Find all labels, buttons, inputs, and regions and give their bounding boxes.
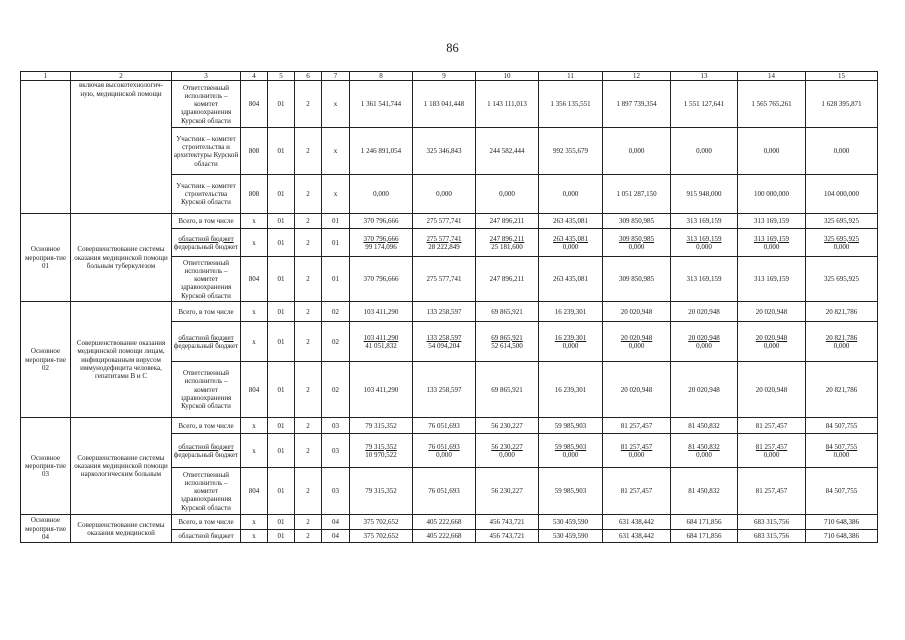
- code-cell-c7: 01: [322, 214, 350, 229]
- amount-cell: 684 171,856: [671, 530, 738, 543]
- amount-cell: 370 796,666: [350, 257, 413, 302]
- amount-cell: 263 435,081: [539, 257, 603, 302]
- table-row: [21, 302, 878, 322]
- amount-cell: [738, 434, 806, 468]
- code-cell-c6: 2: [295, 322, 322, 362]
- table-row: [21, 214, 878, 229]
- amount-cell: [603, 434, 671, 468]
- amount-cell: 1 183 041,448: [413, 81, 476, 128]
- federal-amount: 0,000: [436, 450, 452, 459]
- amount-cell: 375 702,652: [350, 530, 413, 543]
- federal-amount: 0,000: [499, 450, 515, 459]
- column-number: 10: [476, 72, 539, 81]
- amount-cell: 247 896,211: [476, 257, 539, 302]
- amount-cell: [539, 229, 603, 257]
- amount-cell: [806, 434, 878, 468]
- column-number: 5: [268, 72, 295, 81]
- regional-amount: 133 258,597: [426, 333, 462, 342]
- code-cell-c7: х: [322, 128, 350, 175]
- column-number: 14: [738, 72, 806, 81]
- column-number: 9: [413, 72, 476, 81]
- source-cell: Участник – комитет строительства Курской области: [172, 175, 241, 214]
- amount-cell: 20 020,948: [603, 362, 671, 418]
- table-row: [21, 515, 878, 530]
- amount-cell: 915 948,000: [671, 175, 738, 214]
- regional-amount: 263 435,081: [553, 234, 588, 243]
- source-cell: Всего, в том числе: [172, 515, 241, 530]
- amount-cell: 0,000: [603, 128, 671, 175]
- amount-cell: 1 897 739,354: [603, 81, 671, 128]
- column-number: 2: [71, 72, 172, 81]
- source-cell: [172, 229, 241, 257]
- amount-cell: 16 239,301: [539, 362, 603, 418]
- amount-cell: 59 985,903: [539, 418, 603, 434]
- regional-amount: 275 577,741: [426, 234, 462, 243]
- source-cell: Ответственный исполнитель – комитет здравоохранения Курской области: [172, 81, 241, 128]
- code-cell-c4: х: [241, 322, 268, 362]
- code-cell-c5: 01: [268, 530, 295, 543]
- regional-amount: 56 230,227: [491, 442, 523, 451]
- code-cell-c6: 2: [295, 434, 322, 468]
- amount-cell: [539, 322, 603, 362]
- code-cell-c5: 01: [268, 302, 295, 322]
- federal-budget-label: федеральный бюджет: [173, 450, 239, 459]
- federal-amount: 0,000: [696, 450, 712, 459]
- code-cell-c7: 04: [322, 515, 350, 530]
- amount-cell: [413, 322, 476, 362]
- amount-cell: 325 695,925: [806, 257, 878, 302]
- amount-cell: 247 896,211: [476, 214, 539, 229]
- table-row: [21, 418, 878, 434]
- regional-amount: 81 450,832: [688, 442, 720, 451]
- amount-cell: 103 411,290: [350, 302, 413, 322]
- amount-cell: [539, 434, 603, 468]
- measure-cell: Основное мероприя-тие 04: [21, 515, 71, 543]
- amount-cell: 1 551 127,641: [671, 81, 738, 128]
- amount-cell: 16 239,301: [539, 302, 603, 322]
- code-cell-c7: х: [322, 175, 350, 214]
- federal-amount: 41 051,832: [365, 341, 397, 350]
- regional-amount: 16 239,301: [554, 333, 587, 342]
- amount-cell: 309 850,985: [603, 214, 671, 229]
- column-number: 7: [322, 72, 350, 81]
- regional-amount: 20 020,948: [620, 333, 653, 342]
- code-cell-c4: 804: [241, 362, 268, 418]
- amount-cell: 684 171,856: [671, 515, 738, 530]
- amount-cell: 530 459,590: [539, 515, 603, 530]
- amount-cell: 313 169,159: [738, 214, 806, 229]
- amount-cell: 456 743,721: [476, 530, 539, 543]
- amount-cell: 1 361 541,744: [350, 81, 413, 128]
- amount-cell: [350, 434, 413, 468]
- amount-cell: 20 020,948: [603, 302, 671, 322]
- source-cell: [172, 434, 241, 468]
- column-number: 13: [671, 72, 738, 81]
- amount-cell: [603, 229, 671, 257]
- amount-cell: 59 985,903: [539, 468, 603, 515]
- regional-budget-label: областной бюджет: [178, 442, 234, 451]
- code-cell-c7: 02: [322, 302, 350, 322]
- amount-cell: [476, 229, 539, 257]
- amount-cell: 992 355,679: [539, 128, 603, 175]
- federal-amount: 0,000: [628, 242, 645, 251]
- amount-cell: 313 169,159: [671, 257, 738, 302]
- amount-cell: 375 702,652: [350, 515, 413, 530]
- amount-cell: 0,000: [738, 128, 806, 175]
- code-cell-c4: 808: [241, 175, 268, 214]
- source-cell: областной бюджет: [172, 530, 241, 543]
- code-cell-c7: 04: [322, 530, 350, 543]
- regional-amount: 325 695,925: [824, 234, 859, 243]
- federal-amount: 0,000: [562, 242, 579, 251]
- column-number: 6: [295, 72, 322, 81]
- amount-cell: 84 507,755: [806, 418, 878, 434]
- amount-cell: 81 450,832: [671, 468, 738, 515]
- code-cell-c7: 02: [322, 362, 350, 418]
- code-cell-c7: 03: [322, 468, 350, 515]
- amount-cell: 76 051,693: [413, 418, 476, 434]
- amount-cell: 631 438,442: [603, 530, 671, 543]
- amount-cell: 1 356 135,551: [539, 81, 603, 128]
- amount-cell: 56 230,227: [476, 418, 539, 434]
- amount-cell: 20 821,786: [806, 362, 878, 418]
- federal-amount: 25 181,600: [491, 242, 523, 251]
- code-cell-c7: 03: [322, 434, 350, 468]
- federal-amount: 0,000: [628, 341, 645, 350]
- code-cell-c5: 01: [268, 434, 295, 468]
- amount-cell: 20 020,948: [738, 362, 806, 418]
- amount-cell: 81 257,457: [738, 418, 806, 434]
- amount-cell: 244 582,444: [476, 128, 539, 175]
- source-cell: Ответственный исполнитель – комитет здравоохранения Курской области: [172, 468, 241, 515]
- code-cell-c6: 2: [295, 257, 322, 302]
- measure-cell: Основное мероприя-тие 02: [21, 302, 71, 418]
- regional-amount: 103 411,290: [363, 333, 399, 342]
- code-cell-c5: 01: [268, 175, 295, 214]
- source-cell: Ответственный исполнитель – комитет здравоохранения Курской области: [172, 257, 241, 302]
- page-number: 86: [446, 41, 459, 55]
- code-cell-c6: 2: [295, 362, 322, 418]
- federal-amount: 0,000: [763, 341, 780, 350]
- column-number: 4: [241, 72, 268, 81]
- amount-cell: 0,000: [413, 175, 476, 214]
- amount-cell: 370 796,666: [350, 214, 413, 229]
- amount-cell: 275 577,741: [413, 214, 476, 229]
- federal-amount: 0,000: [833, 242, 850, 251]
- measure-cell: Основное мероприя-тие 03: [21, 418, 71, 515]
- column-number: 12: [603, 72, 671, 81]
- code-cell-c5: 01: [268, 128, 295, 175]
- measure-name-cell: включая высокотехнологич-ную, медицинской помощи: [71, 81, 172, 214]
- amount-cell: 1 565 765,261: [738, 81, 806, 128]
- column-number: 3: [172, 72, 241, 81]
- regional-amount: 81 257,457: [755, 442, 788, 451]
- measure-name-cell: Совершенствование системы оказания медицинской: [71, 515, 172, 543]
- amount-cell: [671, 322, 738, 362]
- code-cell-c6: 2: [295, 128, 322, 175]
- code-cell-c6: 2: [295, 175, 322, 214]
- amount-cell: [603, 322, 671, 362]
- regional-budget-label: областной бюджет: [178, 234, 234, 243]
- amount-cell: 0,000: [476, 175, 539, 214]
- regional-amount: 247 896,211: [489, 234, 525, 243]
- amount-cell: [738, 322, 806, 362]
- federal-budget-label: федеральный бюджет: [173, 341, 239, 350]
- federal-amount: 0,000: [763, 450, 780, 459]
- code-cell-c7: 01: [322, 229, 350, 257]
- amount-cell: [806, 322, 878, 362]
- amount-cell: 0,000: [350, 175, 413, 214]
- amount-cell: 710 648,386: [806, 515, 878, 530]
- federal-amount: 28 222,849: [428, 242, 460, 251]
- code-cell-c4: х: [241, 214, 268, 229]
- code-cell-c6: 2: [295, 468, 322, 515]
- column-number: 11: [539, 72, 603, 81]
- amount-cell: 69 865,921: [476, 302, 539, 322]
- amount-cell: 263 435,081: [539, 214, 603, 229]
- federal-amount: 99 174,096: [365, 242, 397, 251]
- code-cell-c7: 03: [322, 418, 350, 434]
- amount-cell: 683 315,756: [738, 515, 806, 530]
- federal-amount: 0,000: [562, 341, 579, 350]
- code-cell-c4: х: [241, 229, 268, 257]
- source-cell: Всего, в том числе: [172, 418, 241, 434]
- regional-amount: 84 507,755: [825, 442, 858, 451]
- regional-amount: 313 169,159: [686, 234, 722, 243]
- amount-cell: 0,000: [806, 128, 878, 175]
- code-cell-c4: 808: [241, 128, 268, 175]
- amount-cell: 1 628 395,871: [806, 81, 878, 128]
- federal-amount: 0,000: [562, 450, 579, 459]
- amount-cell: 456 743,721: [476, 515, 539, 530]
- amount-cell: [738, 229, 806, 257]
- amount-cell: 325 346,843: [413, 128, 476, 175]
- code-cell-c6: 2: [295, 515, 322, 530]
- measure-cell: Основное мероприя-тие 01: [21, 214, 71, 302]
- amount-cell: 405 222,668: [413, 515, 476, 530]
- amount-cell: [413, 229, 476, 257]
- amount-cell: 69 865,921: [476, 362, 539, 418]
- federal-amount: 0,000: [696, 341, 712, 350]
- amount-cell: [671, 229, 738, 257]
- amount-cell: [350, 229, 413, 257]
- amount-cell: 309 850,985: [603, 257, 671, 302]
- code-cell-c7: х: [322, 81, 350, 128]
- amount-cell: 133 258,597: [413, 362, 476, 418]
- amount-cell: 405 222,668: [413, 530, 476, 543]
- table-row: [21, 81, 878, 128]
- budget-table: [20, 71, 878, 543]
- regional-amount: 313 169,159: [754, 234, 789, 243]
- code-cell-c7: 01: [322, 257, 350, 302]
- measure-name-cell: Совершенствование оказания медицинской помощи лицам, инфицированным вирусом иммунодефицита человека, гепатитами В и С: [71, 302, 172, 418]
- code-cell-c4: х: [241, 530, 268, 543]
- code-cell-c5: 01: [268, 81, 295, 128]
- code-cell-c5: 01: [268, 214, 295, 229]
- federal-amount: 10 970,522: [365, 450, 397, 459]
- amount-cell: 1 143 111,013: [476, 81, 539, 128]
- amount-cell: 104 000,000: [806, 175, 878, 214]
- amount-cell: 530 459,590: [539, 530, 603, 543]
- amount-cell: 81 257,457: [603, 418, 671, 434]
- amount-cell: 20 020,948: [738, 302, 806, 322]
- code-cell-c5: 01: [268, 418, 295, 434]
- regional-amount: 69 865,921: [491, 333, 523, 342]
- amount-cell: 100 000,000: [738, 175, 806, 214]
- code-cell-c5: 01: [268, 322, 295, 362]
- amount-cell: 313 169,159: [671, 214, 738, 229]
- amount-cell: 1 051 287,150: [603, 175, 671, 214]
- federal-amount: 0,000: [696, 242, 712, 251]
- amount-cell: 20 020,948: [671, 302, 738, 322]
- source-cell: [172, 322, 241, 362]
- regional-amount: 79 315,352: [365, 442, 397, 451]
- amount-cell: 81 257,457: [603, 468, 671, 515]
- amount-cell: 710 648,386: [806, 530, 878, 543]
- code-cell-c6: 2: [295, 302, 322, 322]
- amount-cell: 683 315,756: [738, 530, 806, 543]
- source-cell: Всего, в том числе: [172, 214, 241, 229]
- measure-name-cell: Совершенствование системы оказания медицинской помощи больным туберкулезом: [71, 214, 172, 302]
- code-cell-c6: 2: [295, 418, 322, 434]
- federal-amount: 0,000: [833, 450, 850, 459]
- regional-amount: 76 051,693: [428, 442, 460, 451]
- amount-cell: 275 577,741: [413, 257, 476, 302]
- amount-cell: 79 315,352: [350, 418, 413, 434]
- regional-amount: 20 020,948: [688, 333, 720, 342]
- code-cell-c4: х: [241, 418, 268, 434]
- amount-cell: [350, 322, 413, 362]
- amount-cell: 20 020,948: [671, 362, 738, 418]
- code-cell-c5: 01: [268, 229, 295, 257]
- code-cell-c5: 01: [268, 468, 295, 515]
- amount-cell: 81 257,457: [738, 468, 806, 515]
- amount-cell: 20 821,786: [806, 302, 878, 322]
- amount-cell: 103 411,290: [350, 362, 413, 418]
- amount-cell: 56 230,227: [476, 468, 539, 515]
- amount-cell: 325 695,925: [806, 214, 878, 229]
- amount-cell: 631 438,442: [603, 515, 671, 530]
- regional-amount: 309 850,985: [619, 234, 654, 243]
- code-cell-c6: 2: [295, 214, 322, 229]
- amount-cell: 0,000: [671, 128, 738, 175]
- amount-cell: [476, 322, 539, 362]
- regional-amount: 370 796,666: [363, 234, 399, 243]
- source-cell: Всего, в том числе: [172, 302, 241, 322]
- code-cell-c5: 01: [268, 515, 295, 530]
- amount-cell: [806, 229, 878, 257]
- code-cell-c4: х: [241, 434, 268, 468]
- code-cell-c7: 02: [322, 322, 350, 362]
- column-number: 8: [350, 72, 413, 81]
- source-cell: Участник – комитет строительства и архитектуры Курской области: [172, 128, 241, 175]
- amount-cell: [671, 434, 738, 468]
- regional-amount: 20 821,786: [825, 333, 858, 342]
- federal-amount: 0,000: [833, 341, 850, 350]
- amount-cell: 0,000: [539, 175, 603, 214]
- amount-cell: 76 051,693: [413, 468, 476, 515]
- column-number: 15: [806, 72, 878, 81]
- amount-cell: 313 169,159: [738, 257, 806, 302]
- code-cell-c4: х: [241, 302, 268, 322]
- code-cell-c4: 804: [241, 257, 268, 302]
- code-cell-c5: 01: [268, 257, 295, 302]
- code-cell-c4: 804: [241, 468, 268, 515]
- regional-amount: 20 020,948: [755, 333, 788, 342]
- regional-budget-label: областной бюджет: [178, 333, 234, 342]
- regional-amount: 59 985,903: [554, 442, 587, 451]
- federal-amount: 54 094,204: [428, 341, 460, 350]
- federal-amount: 52 614,500: [491, 341, 523, 350]
- amount-cell: 81 450,832: [671, 418, 738, 434]
- column-number-row: [21, 72, 878, 81]
- regional-amount: 81 257,457: [620, 442, 653, 451]
- amount-cell: 84 507,755: [806, 468, 878, 515]
- amount-cell: [413, 434, 476, 468]
- measure-name-cell: Совершенствование системы оказания медицинской помощи наркологическим больным: [71, 418, 172, 515]
- code-cell-c6: 2: [295, 81, 322, 128]
- code-cell-c6: 2: [295, 229, 322, 257]
- federal-amount: 0,000: [628, 450, 645, 459]
- code-cell-c4: 804: [241, 81, 268, 128]
- amount-cell: 133 258,597: [413, 302, 476, 322]
- amount-cell: [476, 434, 539, 468]
- amount-cell: 1 246 891,054: [350, 128, 413, 175]
- column-number: 1: [21, 72, 71, 81]
- federal-budget-label: федеральный бюджет: [173, 242, 239, 251]
- code-cell-c6: 2: [295, 530, 322, 543]
- federal-amount: 0,000: [763, 242, 780, 251]
- measure-cell: [21, 81, 71, 214]
- source-cell: Ответственный исполнитель – комитет здравоохранения Курской области: [172, 362, 241, 418]
- amount-cell: 79 315,352: [350, 468, 413, 515]
- code-cell-c4: х: [241, 515, 268, 530]
- code-cell-c5: 01: [268, 362, 295, 418]
